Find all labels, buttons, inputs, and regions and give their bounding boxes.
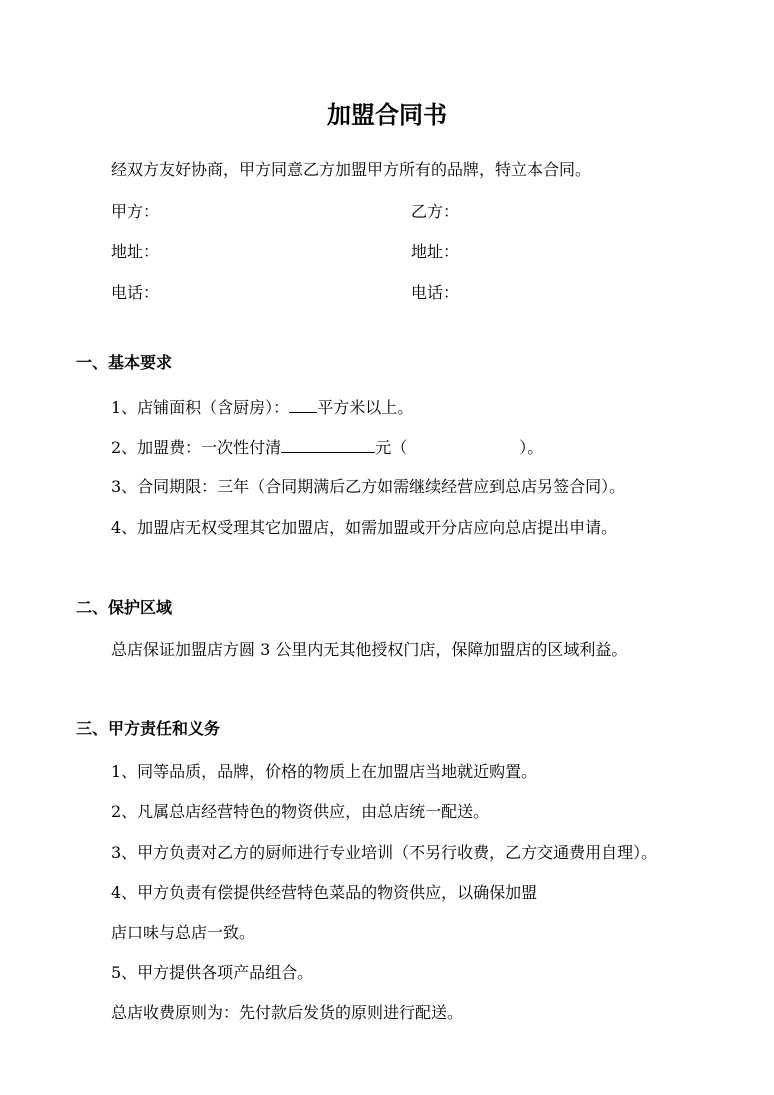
party-a-address-label: 地址： [111, 242, 160, 261]
section-1-item-1 [111, 396, 413, 418]
party-b-phone-label: 电话： [411, 283, 460, 302]
party-b-address-label: 地址： [411, 242, 460, 261]
section-1-item-1-text: 1、店铺面积（含厨房）： [111, 398, 290, 417]
section-1-item-1-suffix: 平方米以上。 [317, 398, 414, 417]
section-1-heading: 一、基本要求 [76, 353, 173, 372]
section-1-item-4: 4、加盟店无权受理其它加盟店，如需加盟或开分店应向总店提出申请。 [111, 518, 618, 537]
section-1-item-2-text: 2、加盟费：一次性付清 [111, 438, 282, 457]
party-b-label: 乙方： [411, 202, 460, 221]
section-1-item-2-suffix: ）。 [519, 438, 544, 457]
area-blank [289, 396, 317, 413]
section-3-item-1: 1、同等品质，品牌，价格的物质上在加盟店当地就近购置。 [111, 762, 538, 781]
party-a-phone-label: 电话： [111, 283, 160, 302]
section-1-item-2 [111, 436, 543, 458]
section-3-heading: 三、甲方责任和义务 [76, 719, 221, 738]
section-1-item-3: 3、合同期限：三年（合同期满后乙方如需继续经营应到总店另签合同）。 [111, 477, 626, 496]
section-3-item-4-line-2: 店口味与总店一致。 [111, 923, 256, 942]
section-3-item-2: 2、凡属总店经营特色的物资供应，由总店统一配送。 [111, 802, 490, 821]
party-a-label: 甲方： [111, 202, 160, 221]
document-title: 加盟合同书 [327, 100, 447, 129]
section-3-item-3: 3、甲方负责对乙方的厨师进行专业培训（不另行收费，乙方交通费用自理）。 [111, 843, 658, 862]
section-2-body: 总店保证加盟店方圆 3 公里内无其他授权门店，保障加盟店的区域利益。 [111, 640, 628, 659]
fee-principle: 总店收费原则为：先付款后发货的原则进行配送。 [111, 1003, 464, 1022]
fee-blank [281, 436, 375, 453]
section-1-item-2-mid: 元（ [375, 438, 408, 457]
intro-paragraph: 经双方友好协商，甲方同意乙方加盟甲方所有的品牌，特立本合同。 [111, 160, 592, 179]
section-3-item-5: 5、甲方提供各项产品组合。 [111, 963, 314, 982]
section-3-item-4-line-1: 4、甲方负责有偿提供经营特色菜品的物资供应，以确保加盟 [111, 883, 538, 902]
section-2-heading: 二、保护区域 [76, 598, 173, 617]
